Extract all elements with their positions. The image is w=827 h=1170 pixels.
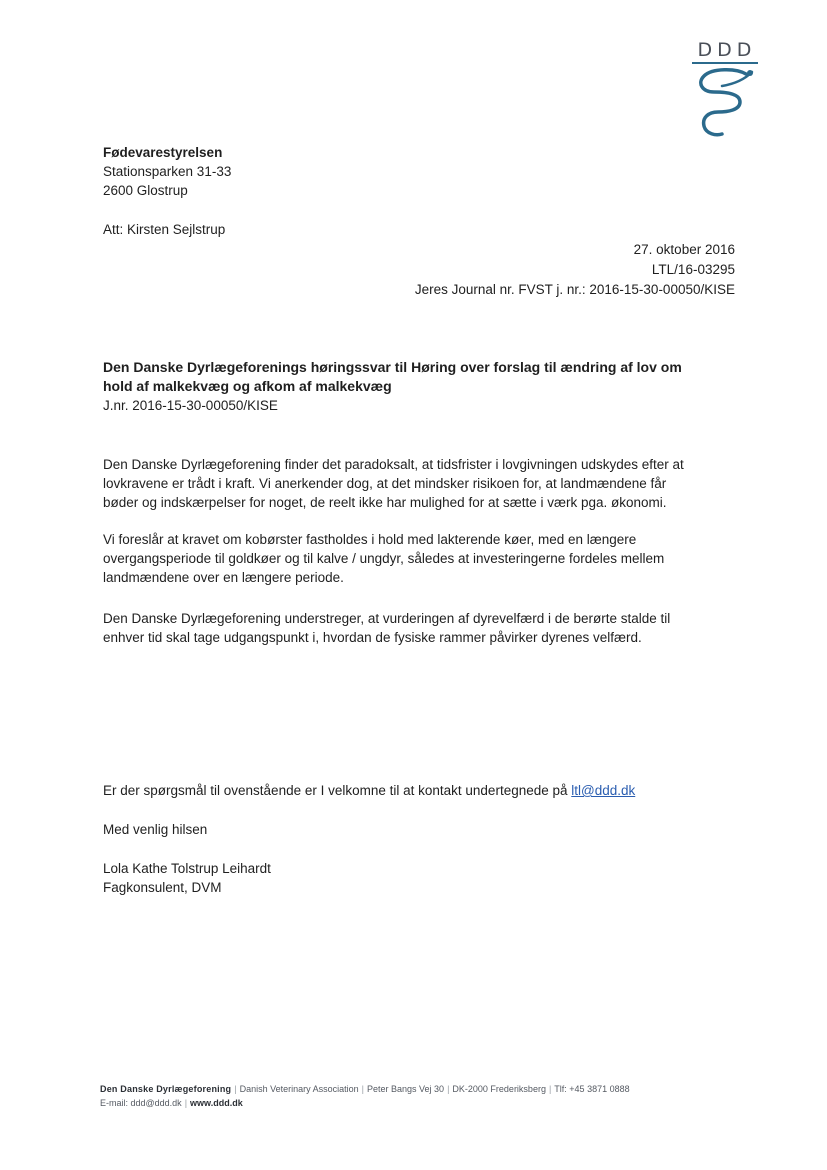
recipient-att: Att: Kirsten Sejlstrup bbox=[103, 222, 226, 237]
subject-line-2: hold af malkekvæg og afkom af malkekvæg bbox=[103, 378, 392, 394]
paragraph-line: Vi foreslår at kravet om kobørster fastholdes i hold med lakterende køer, med en længere bbox=[103, 532, 637, 547]
signer-title: Fagkonsulent, DVM bbox=[103, 880, 222, 895]
body-paragraph-3 bbox=[103, 609, 670, 647]
subject-line-1: Den Danske Dyrlægeforenings høringssvar til Høring over forslag til ændring af lov om bbox=[103, 359, 682, 375]
ddd-logo bbox=[692, 40, 758, 147]
recipient-name: Fødevarestyrelsen bbox=[103, 145, 223, 160]
paragraph-line: Den Danske Dyrlægeforening understreger, at vurderingen af dyrevelfærd i de berørte stalde til bbox=[103, 611, 671, 626]
paragraph-line: overgangsperiode til goldkøer og til kalve / ungdyr, således at investeringerne fordeles mellem bbox=[103, 551, 665, 566]
footer-org: Den Danske Dyrlægeforening bbox=[100, 1084, 232, 1094]
serpent-emblem-icon bbox=[692, 64, 758, 142]
footer-phone: Tlf: +45 3871 0888 bbox=[554, 1084, 630, 1094]
footer-city: DK-2000 Frederiksberg bbox=[452, 1084, 546, 1094]
recipient-city: 2600 Glostrup bbox=[103, 183, 188, 198]
paragraph-line: enhver tid skal tage udgangspunkt i, hvordan de fysiske rammer påvirker dyrenes velfærd. bbox=[103, 630, 642, 645]
footer-email[interactable]: E-mail: ddd@ddd.dk bbox=[100, 1098, 182, 1108]
logo-text: DDD bbox=[697, 39, 757, 61]
body-paragraph-1 bbox=[103, 455, 684, 512]
footer-address: Peter Bangs Vej 30 bbox=[367, 1084, 445, 1094]
letter-reference: LTL/16-03295 bbox=[651, 262, 735, 277]
paragraph-line: lovkravene er trådt i kraft. Vi anerkender dog, at det mindsker risikoen for, at landmændene får bbox=[103, 476, 667, 491]
contact-paragraph bbox=[103, 781, 635, 800]
contact-text: Er der spørgsmål til ovenstående er I velkomne til at kontakt undertegnede på bbox=[103, 783, 572, 798]
paragraph-line: landmændene over en længere periode. bbox=[103, 570, 344, 585]
subject-journal-number: J.nr. 2016-15-30-00050/KISE bbox=[103, 398, 278, 413]
footer-org-en: Danish Veterinary Association bbox=[239, 1084, 359, 1094]
journal-number: Jeres Journal nr. FVST j. nr.: 2016-15-30-00050/KISE bbox=[414, 282, 735, 297]
footer-line-2: E-mail: ddd@ddd.dk | www.ddd.dk bbox=[100, 1098, 243, 1108]
body-paragraph-2 bbox=[103, 530, 664, 587]
footer-website-link[interactable]: www.ddd.dk bbox=[190, 1098, 243, 1108]
footer-line-1: Den Danske Dyrlægeforening | Danish Veterinary Association | Peter Bangs Vej 30 | DK-2000 Frederiksberg | Tlf: +45 3871 0888 bbox=[100, 1084, 630, 1094]
paragraph-line: Den Danske Dyrlægeforening finder det paradoksalt, at tidsfrister i lovgivningen udskydes efter at bbox=[103, 457, 684, 472]
contact-email-link[interactable]: ltl@ddd.dk bbox=[571, 783, 636, 798]
signer-name: Lola Kathe Tolstrup Leihardt bbox=[103, 861, 271, 876]
letter-date: 27. oktober 2016 bbox=[633, 242, 735, 257]
paragraph-line: bøder og indskærpelser for noget, de reelt ikke har mulighed for at sætte i værk pga. økonomi. bbox=[103, 495, 667, 510]
recipient-street: Stationsparken 31-33 bbox=[103, 164, 232, 179]
closing-greeting: Med venlig hilsen bbox=[103, 822, 208, 837]
